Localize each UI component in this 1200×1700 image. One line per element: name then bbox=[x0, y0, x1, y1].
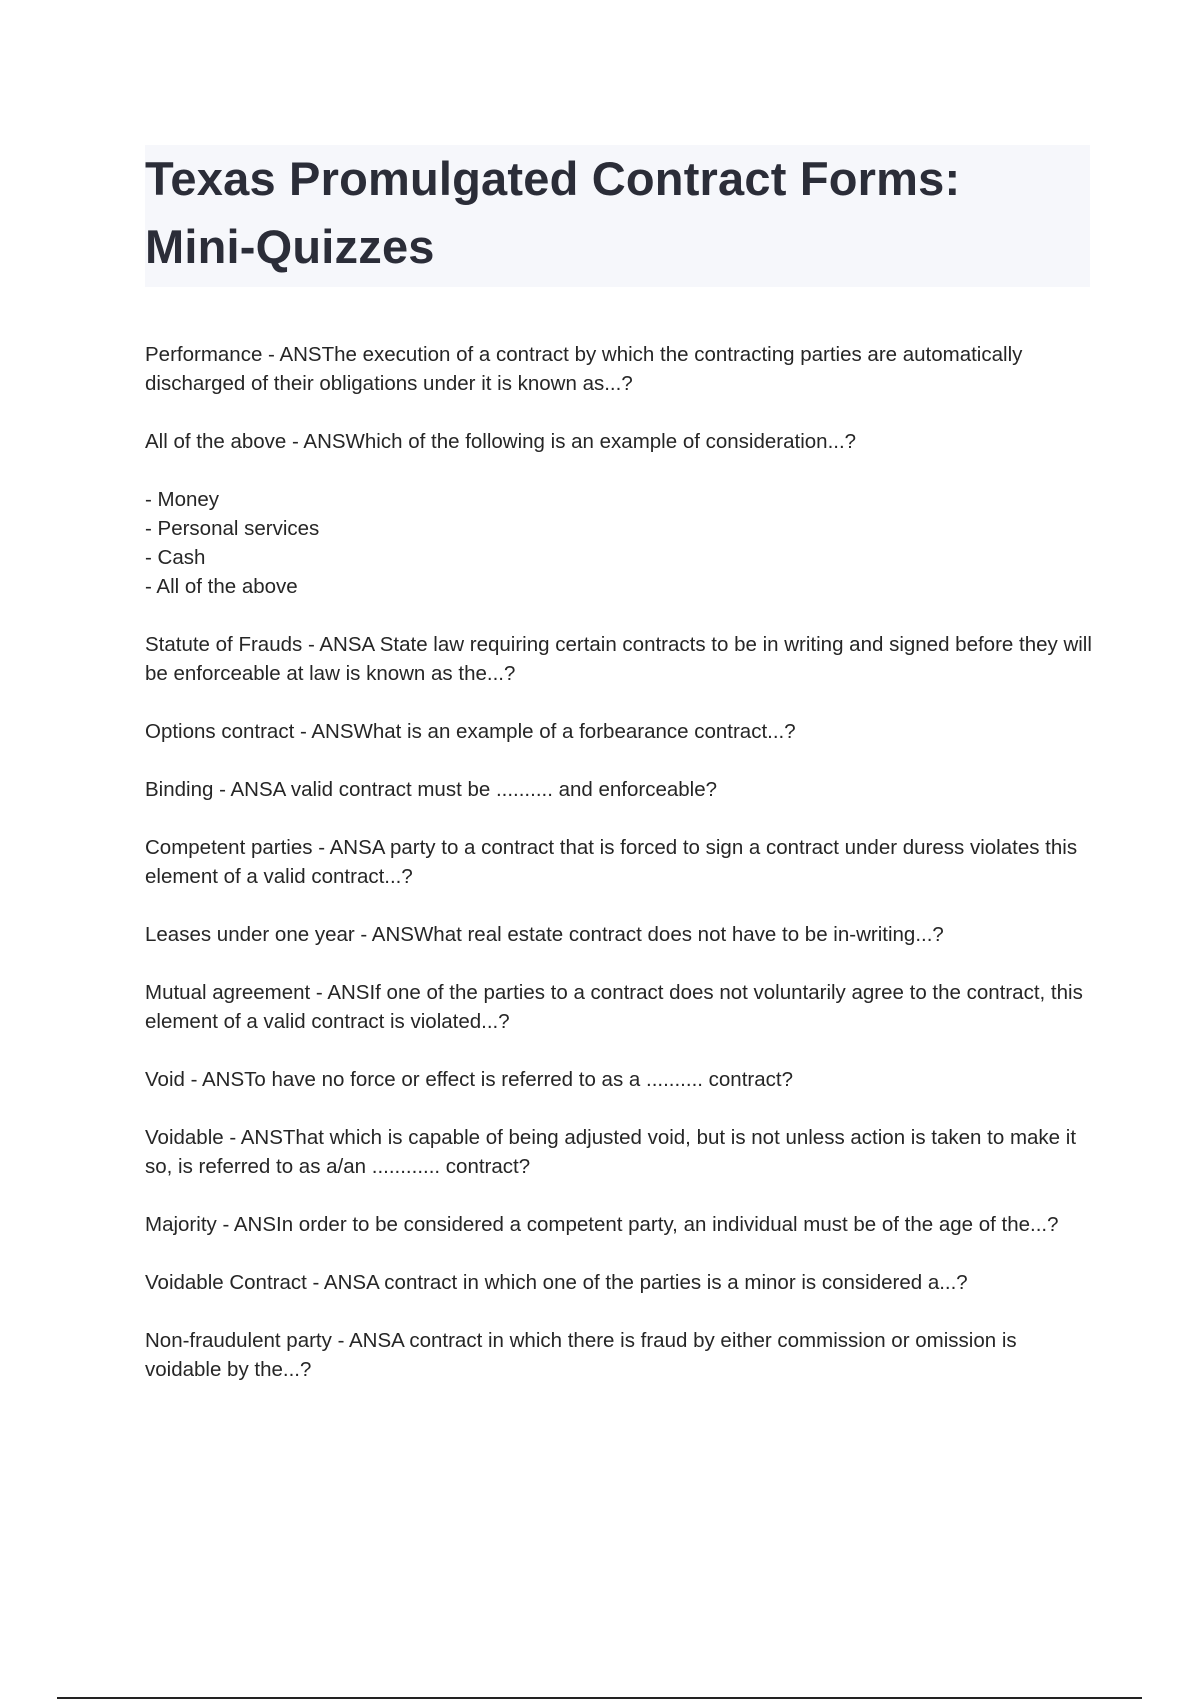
option-item: - All of the above bbox=[145, 575, 298, 598]
option-item: - Money bbox=[145, 488, 220, 511]
quiz-item bbox=[145, 1123, 1095, 1181]
consideration-options-list bbox=[145, 485, 1095, 601]
quiz-item-text: Majority - ANSIn order to be considered a competent party, an individual must be of the age of the...? bbox=[145, 1213, 1059, 1236]
quiz-item-text: Options contract - ANSWhat is an example of a forbearance contract...? bbox=[145, 720, 796, 743]
quiz-item bbox=[145, 340, 1095, 398]
quiz-item-text: Competent parties - ANSA party to a contract that is forced to sign a contract under duress violates this element of a valid contract...? bbox=[145, 836, 1078, 888]
option-item: - Personal services bbox=[145, 517, 320, 540]
title-block bbox=[145, 145, 1090, 287]
quiz-item-text: All of the above - ANSWhich of the following is an example of consideration...? bbox=[145, 430, 857, 453]
quiz-item-text: Statute of Frauds - ANSA State law requiring certain contracts to be in writing and signed before they will be enforceable at law is known as the...? bbox=[145, 633, 1092, 685]
quiz-item bbox=[145, 1326, 1095, 1384]
quiz-item bbox=[145, 717, 1095, 746]
quiz-item bbox=[145, 630, 1095, 688]
quiz-item-text: Voidable - ANSThat which is capable of being adjusted void, but is not unless action is taken to make it so, is referred to as a/an ............ contract? bbox=[145, 1126, 1077, 1178]
document-title-line-2: Mini-Quizzes bbox=[145, 220, 435, 273]
quiz-item bbox=[145, 1065, 1095, 1094]
quiz-item bbox=[145, 1210, 1095, 1239]
option-item: - Cash bbox=[145, 546, 206, 569]
quiz-item-text: Binding - ANSA valid contract must be .......... and enforceable? bbox=[145, 778, 718, 801]
quiz-item-text: Non-fraudulent party - ANSA contract in which there is fraud by either commission or omission is voidable by the...? bbox=[145, 1329, 1017, 1381]
quiz-item-text: Mutual agreement - ANSIf one of the parties to a contract does not voluntarily agree to the contract, this element of a valid contract is violated...? bbox=[145, 981, 1083, 1033]
quiz-item-text: Performance - ANSThe execution of a contract by which the contracting parties are automatically discharged of their obligations under it is known as...? bbox=[145, 343, 1023, 395]
document-title-line-1: Texas Promulgated Contract Forms: bbox=[145, 152, 961, 205]
quiz-item bbox=[145, 775, 1095, 804]
quiz-content bbox=[145, 340, 1095, 1413]
quiz-item-text: Leases under one year - ANSWhat real estate contract does not have to be in-writing...? bbox=[145, 923, 944, 946]
quiz-item bbox=[145, 833, 1095, 891]
footer-divider bbox=[57, 1697, 1142, 1699]
quiz-item bbox=[145, 920, 1095, 949]
quiz-item bbox=[145, 978, 1095, 1036]
quiz-item bbox=[145, 1268, 1095, 1297]
quiz-item-text: Voidable Contract - ANSA contract in which one of the parties is a minor is considered a...? bbox=[145, 1271, 968, 1294]
quiz-item-text: Void - ANSTo have no force or effect is referred to as a .......... contract? bbox=[145, 1068, 793, 1091]
quiz-item bbox=[145, 427, 1095, 456]
